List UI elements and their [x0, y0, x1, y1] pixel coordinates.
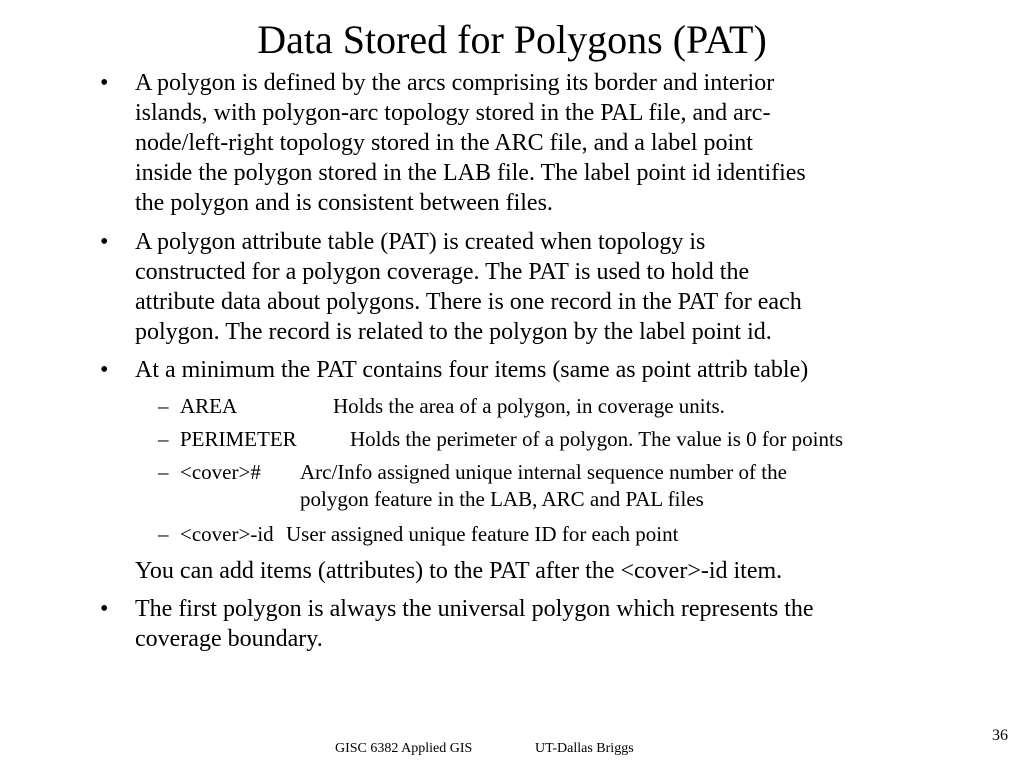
bullet-line: islands, with polygon-arc topology stored in the PAL file, and arc- — [135, 100, 771, 126]
dash-marker: – — [158, 427, 169, 451]
bullet-line: A polygon attribute table (PAT) is created when topology is — [135, 229, 706, 255]
bullet-line: At a minimum the PAT contains four items (same as point attrib table) — [135, 357, 809, 383]
bullet-line: the polygon and is consistent between files. — [135, 190, 553, 216]
item-description — [286, 521, 678, 548]
item-description-line: polygon feature in the LAB, ARC and PAL files — [300, 487, 704, 511]
footer-organization: UT-Dallas Briggs — [535, 741, 634, 756]
footer-course: GISC 6382 Applied GIS — [335, 741, 473, 756]
bullet-line: polygon. The record is related to the polygon by the label point id. — [135, 319, 772, 345]
item-description — [350, 426, 843, 453]
item-name: AREA — [180, 394, 238, 418]
item-name: PERIMETER — [180, 427, 297, 451]
item-name: <cover># — [180, 460, 261, 484]
bullet-text — [135, 68, 955, 218]
bullet-line: The first polygon is always the universal polygon which represents the — [135, 596, 814, 622]
bullet-marker: • — [100, 596, 109, 622]
dash-marker: – — [158, 394, 169, 418]
bullet-text — [135, 594, 955, 654]
bullet-line: constructed for a polygon coverage. The PAT is used to hold the — [135, 259, 750, 285]
item-description-line: User assigned unique feature ID for each point — [286, 522, 679, 546]
bullet-marker: • — [100, 229, 109, 255]
item-description-line: Holds the area of a polygon, in coverage units. — [333, 394, 725, 418]
bullet-line: attribute data about polygons. There is one record in the PAT for each — [135, 289, 802, 315]
item-description-line: Holds the perimeter of a polygon. The value is 0 for points — [350, 427, 844, 451]
bullet-line: A polygon is defined by the arcs comprising its border and interior — [135, 70, 775, 96]
item-description — [333, 393, 725, 420]
dash-marker: – — [158, 522, 169, 546]
slide-title: Data Stored for Polygons (PAT) — [257, 17, 767, 62]
item-description-line: Arc/Info assigned unique internal sequence number of the — [300, 460, 787, 484]
dash-marker: – — [158, 460, 169, 484]
bullet-line: inside the polygon stored in the LAB file. The label point id identifies — [135, 160, 806, 186]
page-number: 36 — [992, 727, 1008, 744]
bullet-marker: • — [100, 70, 109, 96]
bullet-line: coverage boundary. — [135, 626, 323, 652]
note-add-items: You can add items (attributes) to the PAT after the <cover>-id item. — [135, 558, 783, 584]
item-name: <cover>-id — [180, 522, 274, 546]
bullet-line: node/left-right topology stored in the ARC file, and a label point — [135, 130, 753, 156]
bullet-marker: • — [100, 357, 109, 383]
item-description — [300, 459, 787, 513]
bullet-text — [135, 227, 955, 347]
bullet-text — [135, 355, 955, 385]
